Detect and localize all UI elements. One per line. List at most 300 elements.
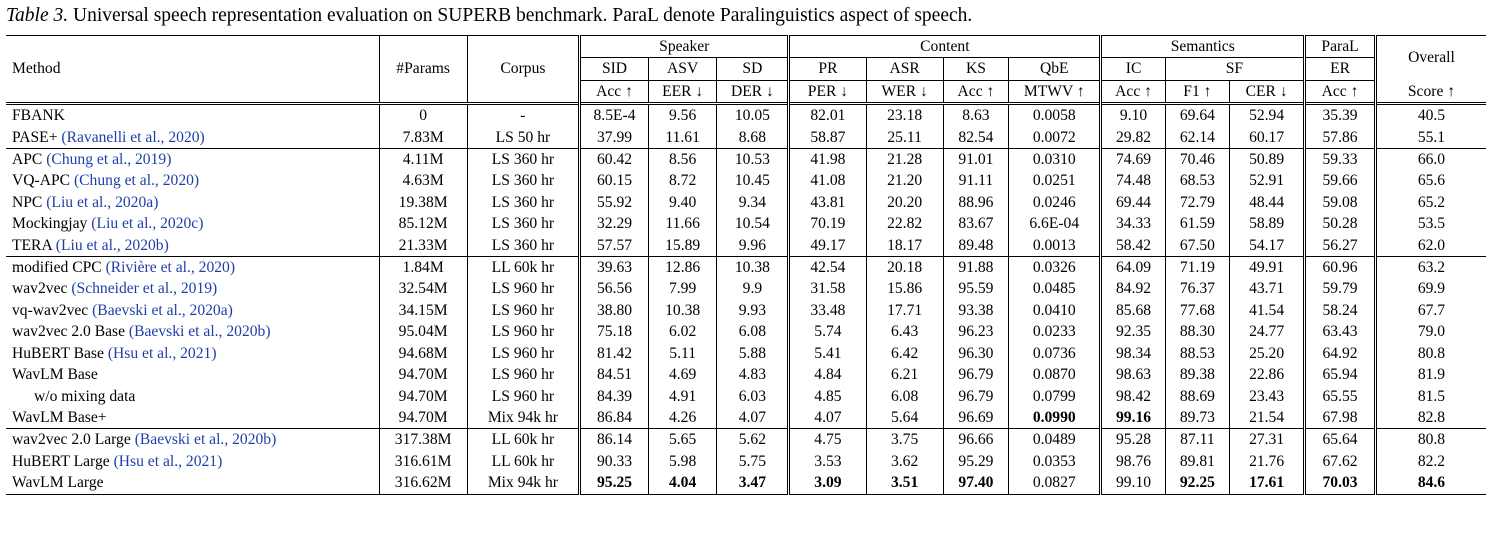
score-ic: 92.35 — [1101, 321, 1165, 342]
score-ic: 98.76 — [1101, 451, 1165, 472]
score-ks: 96.79 — [943, 364, 1008, 385]
params-cell: 94.70M — [379, 407, 467, 429]
score-qbe: 0.0736 — [1009, 343, 1101, 364]
score-sd: 5.88 — [717, 343, 789, 364]
score-ks: 96.66 — [943, 429, 1008, 451]
metric-asr: WER ↓ — [866, 80, 943, 103]
params-cell: 1.84M — [379, 257, 467, 279]
score-sf-f1: 92.25 — [1165, 472, 1229, 494]
score-asr: 3.51 — [866, 472, 943, 494]
score-ic: 69.44 — [1101, 192, 1165, 213]
score-pr: 41.08 — [789, 170, 866, 191]
score-sf-f1: 62.14 — [1165, 127, 1229, 149]
score-qbe: 0.0233 — [1009, 321, 1101, 342]
score-sf-cer: 52.94 — [1230, 104, 1305, 127]
table-row — [6, 127, 1486, 149]
citation-link[interactable]: (Liu et al., 2020a) — [46, 193, 159, 211]
score-qbe: 0.0246 — [1009, 192, 1101, 213]
method-label: PASE+ — [12, 128, 62, 146]
score-ks: 82.54 — [943, 127, 1008, 149]
citation-link[interactable]: (Ravanelli et al., 2020) — [61, 128, 205, 146]
score-sid: 86.84 — [580, 407, 649, 429]
score-sid: 56.56 — [580, 278, 649, 299]
score-overall: 67.7 — [1375, 300, 1486, 321]
score-asr: 17.71 — [866, 300, 943, 321]
score-sf-cer: 54.17 — [1230, 235, 1305, 257]
score-ic: 58.42 — [1101, 235, 1165, 257]
score-sf-f1: 89.81 — [1165, 451, 1229, 472]
score-asv: 9.40 — [648, 192, 717, 213]
method-name — [6, 321, 379, 342]
table-caption — [6, 5, 972, 27]
score-sid: 84.39 — [580, 386, 649, 407]
method-name — [6, 472, 379, 494]
score-sf-cer: 41.54 — [1230, 300, 1305, 321]
score-ic: 74.69 — [1101, 149, 1165, 171]
score-asr: 22.82 — [866, 213, 943, 234]
metric-qbe: MTWV ↑ — [1009, 80, 1101, 103]
task-asr: ASR — [866, 58, 943, 80]
score-sd: 9.93 — [717, 300, 789, 321]
score-asv: 15.89 — [648, 235, 717, 257]
score-sd: 9.96 — [717, 235, 789, 257]
score-qbe: 0.0799 — [1009, 386, 1101, 407]
score-er: 59.66 — [1305, 170, 1376, 191]
params-cell: 21.33M — [379, 235, 467, 257]
corpus-cell: LS 360 hr — [467, 170, 580, 191]
group-overall: Overall — [1375, 36, 1486, 81]
score-asv: 4.69 — [648, 364, 717, 385]
score-sf-f1: 76.37 — [1165, 278, 1229, 299]
score-ks: 88.96 — [943, 192, 1008, 213]
method-label: HuBERT Large — [12, 452, 114, 470]
score-sf-cer: 21.54 — [1230, 407, 1305, 429]
score-sf-f1: 67.50 — [1165, 235, 1229, 257]
score-overall: 82.8 — [1375, 407, 1486, 429]
score-sf-cer: 21.76 — [1230, 451, 1305, 472]
method-label: modified CPC — [12, 259, 106, 277]
header-method: Method — [6, 36, 379, 104]
table-label: Table 3. — [6, 5, 69, 26]
score-asv: 4.91 — [648, 386, 717, 407]
score-sd: 3.47 — [717, 472, 789, 494]
score-sd: 6.08 — [717, 321, 789, 342]
score-pr: 3.09 — [789, 472, 866, 494]
method-name — [6, 451, 379, 472]
params-cell: 85.12M — [379, 213, 467, 234]
score-er: 56.27 — [1305, 235, 1376, 257]
corpus-cell: LL 60k hr — [467, 451, 580, 472]
metric-asv: EER ↓ — [648, 80, 717, 103]
score-sid: 37.99 — [580, 127, 649, 149]
params-cell: 4.63M — [379, 170, 467, 191]
corpus-cell: LS 360 hr — [467, 192, 580, 213]
score-er: 59.33 — [1305, 149, 1376, 171]
score-qbe: 0.0990 — [1009, 407, 1101, 429]
score-sd: 6.03 — [717, 386, 789, 407]
score-overall: 53.5 — [1375, 213, 1486, 234]
score-ks: 96.30 — [943, 343, 1008, 364]
table-row — [6, 149, 1486, 171]
score-qbe: 0.0251 — [1009, 170, 1101, 191]
score-sf-f1: 69.64 — [1165, 104, 1229, 127]
params-cell: 19.38M — [379, 192, 467, 213]
header-params: #Params — [379, 36, 467, 104]
citation-link[interactable]: (Baevski et al., 2020b) — [134, 431, 277, 449]
score-asr: 6.42 — [866, 343, 943, 364]
score-er: 63.43 — [1305, 321, 1376, 342]
score-pr: 3.53 — [789, 451, 866, 472]
score-sf-cer: 23.43 — [1230, 386, 1305, 407]
score-sf-f1: 72.79 — [1165, 192, 1229, 213]
score-sf-f1: 88.69 — [1165, 386, 1229, 407]
metric-pr: PER ↓ — [789, 80, 866, 103]
method-label: WavLM Base+ — [12, 408, 107, 426]
score-sid: 60.15 — [580, 170, 649, 191]
table-row — [6, 235, 1486, 257]
table-body — [6, 104, 1486, 494]
score-sd: 10.54 — [717, 213, 789, 234]
score-qbe: 0.0827 — [1009, 472, 1101, 494]
score-sd: 10.45 — [717, 170, 789, 191]
score-sf-cer: 22.86 — [1230, 364, 1305, 385]
score-asv: 5.11 — [648, 343, 717, 364]
table-row — [6, 278, 1486, 299]
method-label: NPC — [12, 193, 47, 211]
metric-ic: Acc ↑ — [1101, 80, 1165, 103]
score-sd: 4.83 — [717, 364, 789, 385]
score-sf-f1: 89.38 — [1165, 364, 1229, 385]
score-ks: 91.11 — [943, 170, 1008, 191]
score-sf-cer: 17.61 — [1230, 472, 1305, 494]
corpus-cell: Mix 94k hr — [467, 407, 580, 429]
score-ic: 64.09 — [1101, 257, 1165, 279]
score-asr: 23.18 — [866, 104, 943, 127]
score-asv: 4.26 — [648, 407, 717, 429]
group-content: Content — [789, 36, 1101, 58]
citation-link[interactable]: (Chung et al., 2020) — [73, 172, 200, 190]
citation-link[interactable]: (Liu et al., 2020b) — [55, 236, 169, 254]
method-name — [6, 300, 379, 321]
params-cell: 4.11M — [379, 149, 467, 171]
score-ic: 74.48 — [1101, 170, 1165, 191]
score-pr: 49.17 — [789, 235, 866, 257]
score-sf-cer: 27.31 — [1230, 429, 1305, 451]
score-overall: 63.2 — [1375, 257, 1486, 279]
params-cell: 316.62M — [379, 472, 467, 494]
score-ic: 84.92 — [1101, 278, 1165, 299]
score-er: 59.08 — [1305, 192, 1376, 213]
table-row — [6, 364, 1486, 385]
score-sid: 81.42 — [580, 343, 649, 364]
score-sid: 84.51 — [580, 364, 649, 385]
score-overall: 80.8 — [1375, 429, 1486, 451]
score-ic: 98.42 — [1101, 386, 1165, 407]
table-row — [6, 429, 1486, 451]
task-sd: SD — [717, 58, 789, 80]
score-ic: 99.16 — [1101, 407, 1165, 429]
score-asr: 20.18 — [866, 257, 943, 279]
table-row — [6, 451, 1486, 472]
params-cell: 7.83M — [379, 127, 467, 149]
score-overall: 82.2 — [1375, 451, 1486, 472]
corpus-cell: LS 360 hr — [467, 149, 580, 171]
score-ks: 91.88 — [943, 257, 1008, 279]
score-sid: 95.25 — [580, 472, 649, 494]
score-sf-f1: 88.53 — [1165, 343, 1229, 364]
metric-sf-f1: F1 ↑ — [1165, 80, 1229, 103]
corpus-cell: LL 60k hr — [467, 429, 580, 451]
score-sf-f1: 88.30 — [1165, 321, 1229, 342]
score-qbe: 6.6E-04 — [1009, 213, 1101, 234]
score-pr: 4.75 — [789, 429, 866, 451]
score-er: 64.92 — [1305, 343, 1376, 364]
score-sf-f1: 71.19 — [1165, 257, 1229, 279]
method-label: wav2vec 2.0 Base — [12, 323, 129, 341]
results-table-container — [6, 35, 1486, 495]
method-name — [6, 149, 379, 171]
score-sf-cer: 50.89 — [1230, 149, 1305, 171]
corpus-cell: - — [467, 104, 580, 127]
params-cell: 95.04M — [379, 321, 467, 342]
score-overall: 66.0 — [1375, 149, 1486, 171]
method-name — [6, 257, 379, 279]
table-row — [6, 386, 1486, 407]
score-sf-f1: 68.53 — [1165, 170, 1229, 191]
score-ks: 96.79 — [943, 386, 1008, 407]
corpus-cell: LS 960 hr — [467, 364, 580, 385]
table-row — [6, 257, 1486, 279]
corpus-cell: LS 360 hr — [467, 213, 580, 234]
score-ic: 98.63 — [1101, 364, 1165, 385]
score-overall: 62.0 — [1375, 235, 1486, 257]
score-sf-cer: 48.44 — [1230, 192, 1305, 213]
score-qbe: 0.0058 — [1009, 104, 1101, 127]
score-pr: 82.01 — [789, 104, 866, 127]
citation-link[interactable]: (Rivière et al., 2020) — [105, 259, 236, 277]
task-er: ER — [1305, 58, 1376, 80]
score-sid: 38.80 — [580, 300, 649, 321]
method-label: w/o mixing data — [34, 387, 136, 405]
score-asr: 21.28 — [866, 149, 943, 171]
score-ic: 99.10 — [1101, 472, 1165, 494]
score-overall: 65.6 — [1375, 170, 1486, 191]
method-name — [6, 213, 379, 234]
task-ic: IC — [1101, 58, 1165, 80]
score-ic: 85.68 — [1101, 300, 1165, 321]
metric-sf-cer: CER ↓ — [1230, 80, 1305, 103]
corpus-cell: LS 960 hr — [467, 343, 580, 364]
score-overall: 55.1 — [1375, 127, 1486, 149]
score-er: 57.86 — [1305, 127, 1376, 149]
corpus-cell: LS 360 hr — [467, 235, 580, 257]
score-er: 65.55 — [1305, 386, 1376, 407]
method-label: vq-wav2vec — [12, 301, 93, 319]
task-sid: SID — [580, 58, 649, 80]
metric-er: Acc ↑ — [1305, 80, 1376, 103]
score-pr: 4.07 — [789, 407, 866, 429]
citation-link[interactable]: (Baevski et al., 2020a) — [92, 301, 233, 319]
score-asv: 7.99 — [648, 278, 717, 299]
score-qbe: 0.0013 — [1009, 235, 1101, 257]
score-qbe: 0.0072 — [1009, 127, 1101, 149]
score-asv: 11.66 — [648, 213, 717, 234]
score-er: 70.03 — [1305, 472, 1376, 494]
score-pr: 58.87 — [789, 127, 866, 149]
score-asv: 8.72 — [648, 170, 717, 191]
score-ks: 83.67 — [943, 213, 1008, 234]
score-asr: 21.20 — [866, 170, 943, 191]
score-sid: 32.29 — [580, 213, 649, 234]
score-sf-cer: 24.77 — [1230, 321, 1305, 342]
citation-link[interactable]: (Liu et al., 2020c) — [91, 215, 204, 233]
score-qbe: 0.0485 — [1009, 278, 1101, 299]
score-qbe: 0.0489 — [1009, 429, 1101, 451]
table-row — [6, 407, 1486, 429]
corpus-cell: LS 960 hr — [467, 278, 580, 299]
score-ks: 96.69 — [943, 407, 1008, 429]
score-pr: 33.48 — [789, 300, 866, 321]
score-er: 67.62 — [1305, 451, 1376, 472]
score-asr: 3.62 — [866, 451, 943, 472]
score-overall: 79.0 — [1375, 321, 1486, 342]
method-name — [6, 192, 379, 213]
metric-ks: Acc ↑ — [943, 80, 1008, 103]
score-sf-f1: 70.46 — [1165, 149, 1229, 171]
score-sd: 9.34 — [717, 192, 789, 213]
score-qbe: 0.0326 — [1009, 257, 1101, 279]
task-sf: SF — [1165, 58, 1304, 80]
score-pr: 5.41 — [789, 343, 866, 364]
score-er: 50.28 — [1305, 213, 1376, 234]
score-ks: 89.48 — [943, 235, 1008, 257]
score-pr: 5.74 — [789, 321, 866, 342]
score-sf-f1: 89.73 — [1165, 407, 1229, 429]
score-sf-cer: 60.17 — [1230, 127, 1305, 149]
score-ic: 98.34 — [1101, 343, 1165, 364]
score-asv: 9.56 — [648, 104, 717, 127]
group-paral: ParaL — [1305, 36, 1376, 58]
method-label: APC — [12, 151, 47, 169]
method-name — [6, 364, 379, 385]
citation-link[interactable]: (Hsu et al., 2021) — [113, 452, 223, 470]
table-row — [6, 170, 1486, 191]
score-asr: 6.43 — [866, 321, 943, 342]
citation-link[interactable]: (Chung et al., 2019) — [46, 151, 172, 169]
score-ic: 29.82 — [1101, 127, 1165, 149]
table-row — [6, 472, 1486, 494]
method-name — [6, 127, 379, 149]
score-qbe: 0.0410 — [1009, 300, 1101, 321]
method-name — [6, 278, 379, 299]
score-sf-cer: 25.20 — [1230, 343, 1305, 364]
metric-overall: Score ↑ — [1375, 80, 1486, 103]
score-er: 59.79 — [1305, 278, 1376, 299]
score-sid: 57.57 — [580, 235, 649, 257]
score-sid: 39.63 — [580, 257, 649, 279]
params-cell: 317.38M — [379, 429, 467, 451]
score-pr: 41.98 — [789, 149, 866, 171]
score-ks: 8.63 — [943, 104, 1008, 127]
score-pr: 70.19 — [789, 213, 866, 234]
score-ic: 9.10 — [1101, 104, 1165, 127]
caption-text: Universal speech representation evaluation on SUPERB benchmark. ParaL denote Paralinguistics aspect of speech. — [73, 5, 973, 26]
score-sid: 90.33 — [580, 451, 649, 472]
score-ks: 95.59 — [943, 278, 1008, 299]
params-cell: 32.54M — [379, 278, 467, 299]
score-sf-f1: 61.59 — [1165, 213, 1229, 234]
score-ks: 96.23 — [943, 321, 1008, 342]
citation-link[interactable]: (Baevski et al., 2020b) — [128, 323, 271, 341]
table-row — [6, 104, 1486, 127]
task-asv: ASV — [648, 58, 717, 80]
method-name — [6, 407, 379, 429]
score-sf-cer: 58.89 — [1230, 213, 1305, 234]
score-sid: 8.5E-4 — [580, 104, 649, 127]
score-asr: 15.86 — [866, 278, 943, 299]
score-overall: 84.6 — [1375, 472, 1486, 494]
score-sd: 5.62 — [717, 429, 789, 451]
score-asv: 11.61 — [648, 127, 717, 149]
score-er: 65.94 — [1305, 364, 1376, 385]
method-name — [6, 343, 379, 364]
score-asr: 25.11 — [866, 127, 943, 149]
score-er: 65.64 — [1305, 429, 1376, 451]
method-label: wav2vec — [12, 280, 72, 298]
method-name — [6, 104, 379, 127]
score-asv: 5.65 — [648, 429, 717, 451]
score-ks: 91.01 — [943, 149, 1008, 171]
score-overall: 81.5 — [1375, 386, 1486, 407]
score-overall: 81.9 — [1375, 364, 1486, 385]
params-cell: 316.61M — [379, 451, 467, 472]
score-qbe: 0.0353 — [1009, 451, 1101, 472]
score-ic: 95.28 — [1101, 429, 1165, 451]
table-row — [6, 300, 1486, 321]
table-row — [6, 321, 1486, 342]
score-er: 35.39 — [1305, 104, 1376, 127]
method-label: HuBERT Base — [12, 344, 108, 362]
score-pr: 42.54 — [789, 257, 866, 279]
score-sd: 10.38 — [717, 257, 789, 279]
score-asv: 12.86 — [648, 257, 717, 279]
score-asv: 6.02 — [648, 321, 717, 342]
score-pr: 31.58 — [789, 278, 866, 299]
citation-link[interactable]: (Hsu et al., 2021) — [107, 344, 217, 362]
score-overall: 65.2 — [1375, 192, 1486, 213]
score-sf-f1: 77.68 — [1165, 300, 1229, 321]
score-sd: 9.9 — [717, 278, 789, 299]
group-speaker: Speaker — [580, 36, 789, 58]
method-label: wav2vec 2.0 Large — [12, 431, 135, 449]
corpus-cell: LS 50 hr — [467, 127, 580, 149]
method-label: Mockingjay — [12, 215, 92, 233]
score-sid: 60.42 — [580, 149, 649, 171]
citation-link[interactable]: (Schneider et al., 2019) — [71, 280, 218, 298]
task-qbe: QbE — [1009, 58, 1101, 80]
score-sf-cer: 52.91 — [1230, 170, 1305, 191]
score-overall: 40.5 — [1375, 104, 1486, 127]
corpus-cell: LS 960 hr — [467, 321, 580, 342]
metric-sd: DER ↓ — [717, 80, 789, 103]
score-overall: 69.9 — [1375, 278, 1486, 299]
method-name — [6, 170, 379, 191]
score-ks: 95.29 — [943, 451, 1008, 472]
score-sd: 8.68 — [717, 127, 789, 149]
score-sd: 10.05 — [717, 104, 789, 127]
table-row — [6, 343, 1486, 364]
params-cell: 0 — [379, 104, 467, 127]
